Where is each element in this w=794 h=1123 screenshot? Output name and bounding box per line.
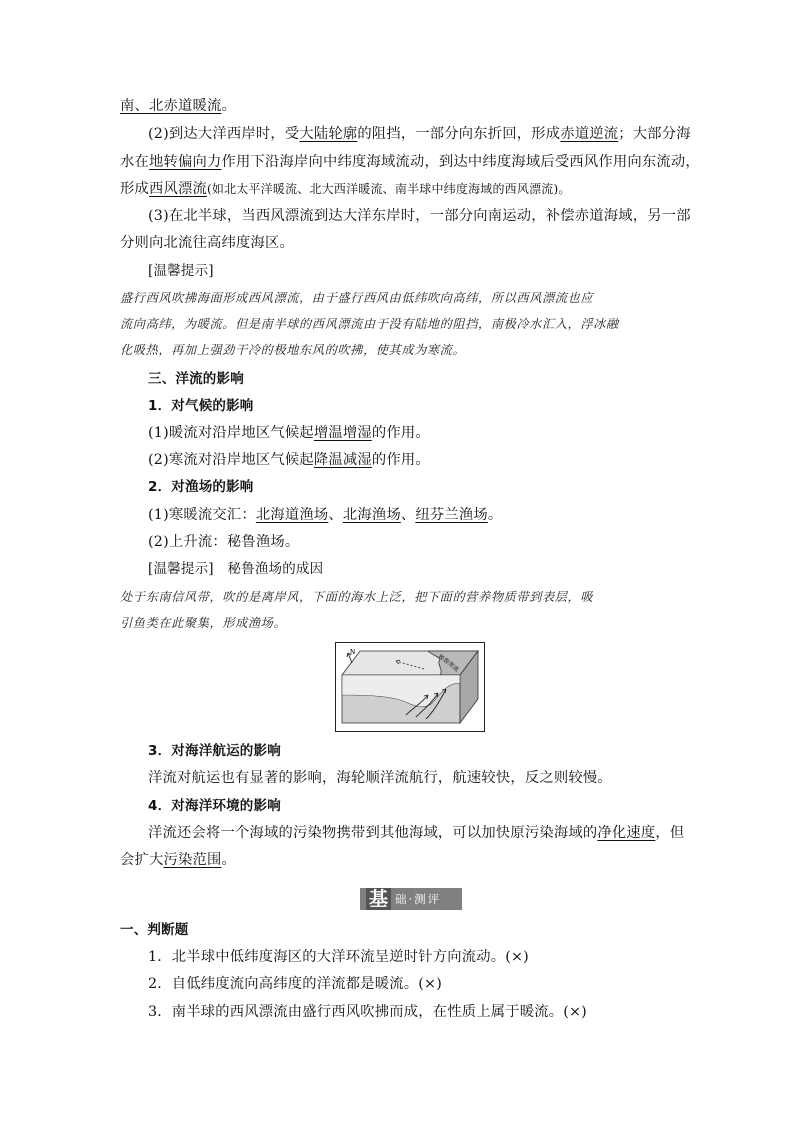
text-line xyxy=(120,179,571,199)
text-span: 。 xyxy=(487,507,503,523)
tip-heading: [温馨提示] 秘鲁渔场的成因 xyxy=(148,561,324,577)
underlined-term: 大陆轮廓 xyxy=(299,126,358,142)
text-span: 的作用。 xyxy=(371,425,430,441)
text-span: 。 xyxy=(221,852,236,868)
current-label: 秘鲁寒流 xyxy=(436,653,461,674)
text-span: 作用下沿海岸向中纬度海域流动，到达中纬度海域后受西风作用向东流动， xyxy=(221,154,700,170)
text-span: (如北太平洋暖流、北大西洋暖流、南半球中纬度海域的西风漂流)。 xyxy=(207,182,571,196)
underlined-term: 北海道渔场 xyxy=(255,507,329,523)
text-span: 会扩大 xyxy=(120,852,164,868)
tip-text: 盛行西风吹拂海面形成西风漂流，由于盛行西风由低纬吹向高纬，所以西风漂流也应 xyxy=(120,291,594,305)
text-line xyxy=(120,152,700,172)
underlined-term: 地转偏向力 xyxy=(149,154,222,170)
subsection-heading: 3．对海洋航运的影响 xyxy=(148,743,281,759)
text-span: 、 xyxy=(328,507,343,523)
underlined-term: 赤道逆流 xyxy=(560,126,619,142)
text-line xyxy=(148,450,430,470)
text-line xyxy=(120,850,236,870)
badge-char: 基 xyxy=(366,888,391,910)
subsection-heading: 2．对渔场的影响 xyxy=(148,479,254,495)
text-span: 洋流还会将一个海域的污染物携带到其他海域，可以加快原污染海域的 xyxy=(148,825,598,841)
text-line xyxy=(148,423,430,443)
north-label: N xyxy=(350,648,356,656)
block-diagram-svg xyxy=(336,643,484,731)
text-line: (2)上升流：秘鲁渔场。 xyxy=(148,534,300,550)
subsection-heading: 4．对海洋环境的影响 xyxy=(148,798,281,814)
question-heading: 一、判断题 xyxy=(120,922,189,938)
section-badge xyxy=(360,888,462,910)
underlined-term: 纽芬兰渔场 xyxy=(415,507,488,523)
text-span: 水在 xyxy=(120,154,149,170)
tip-text: 处于东南信风带，吹的是离岸风，下面的海水上泛，把下面的营养物质带到表层，吸 xyxy=(120,590,594,604)
underlined-term: 南、北赤道暖流 xyxy=(120,98,222,114)
underlined-term: 污染范围 xyxy=(163,852,222,868)
text-line xyxy=(148,124,691,144)
underlined-term: 北海渔场 xyxy=(342,507,401,523)
subsection-heading: 1．对气候的影响 xyxy=(148,398,254,414)
text-span: ，但 xyxy=(655,825,685,841)
underlined-term: 增温增湿 xyxy=(313,425,372,441)
text-span: (1)寒暖流交汇： xyxy=(148,507,256,523)
text-line xyxy=(148,823,684,843)
underlined-term: 降温减湿 xyxy=(313,452,372,468)
text-line: (3)在北半球，当西风漂流到达大洋东岸时，一部分向南运动，补偿赤道海域，另一部 xyxy=(148,208,691,224)
text-span: 的作用。 xyxy=(371,452,430,468)
question-item: 3．南半球的西风漂流由盛行西风吹拂而成，在性质上属于暖流。(×) xyxy=(148,1004,587,1020)
tip-text: 引鱼类在此聚集，形成渔场。 xyxy=(120,616,287,630)
text-span: (2)到达大洋西岸时，受 xyxy=(148,126,300,142)
question-item: 2．自低纬度流向高纬度的洋流都是暖流。(×) xyxy=(148,976,442,992)
text-span: 、 xyxy=(400,507,416,523)
section-heading: 三、洋流的影响 xyxy=(148,371,244,387)
tip-text: 流向高纬，为暖流。但是南半球的西风漂流由于没有陆地的阻挡，南极冷水汇入，浮冰融 xyxy=(120,317,619,331)
text-span: (2)寒流对沿岸地区气候起 xyxy=(148,452,314,468)
text-line xyxy=(148,505,502,525)
underlined-term: 西风漂流 xyxy=(149,181,207,197)
text-line xyxy=(120,96,236,116)
text-line: 洋流对航运也有显著的影响，海轮顺洋流航行，航速较快，反之则较慢。 xyxy=(148,770,612,786)
tip-text: 化吸热，再加上强劲干冷的极地东风的吹拂，使其成为寒流。 xyxy=(120,343,466,357)
text-span: 形成 xyxy=(120,181,149,197)
text-span: 的阻挡，一部分向东折回，形成 xyxy=(357,126,561,142)
underlined-term: 净化速度 xyxy=(597,825,656,841)
badge-label: 础·测评 xyxy=(395,892,442,906)
text-span: 。 xyxy=(221,98,236,114)
text-line: 分则向北流往高纬度海区。 xyxy=(120,235,294,251)
text-span: (1)暖流对沿岸地区气候起 xyxy=(148,425,314,441)
text-span: ；大部分海 xyxy=(618,126,691,142)
peru-current-diagram xyxy=(335,642,485,732)
tip-heading: [温馨提示] xyxy=(148,263,214,279)
question-item: 1．北半球中低纬度海区的大洋环流呈逆时针方向流动。(×) xyxy=(148,949,529,965)
